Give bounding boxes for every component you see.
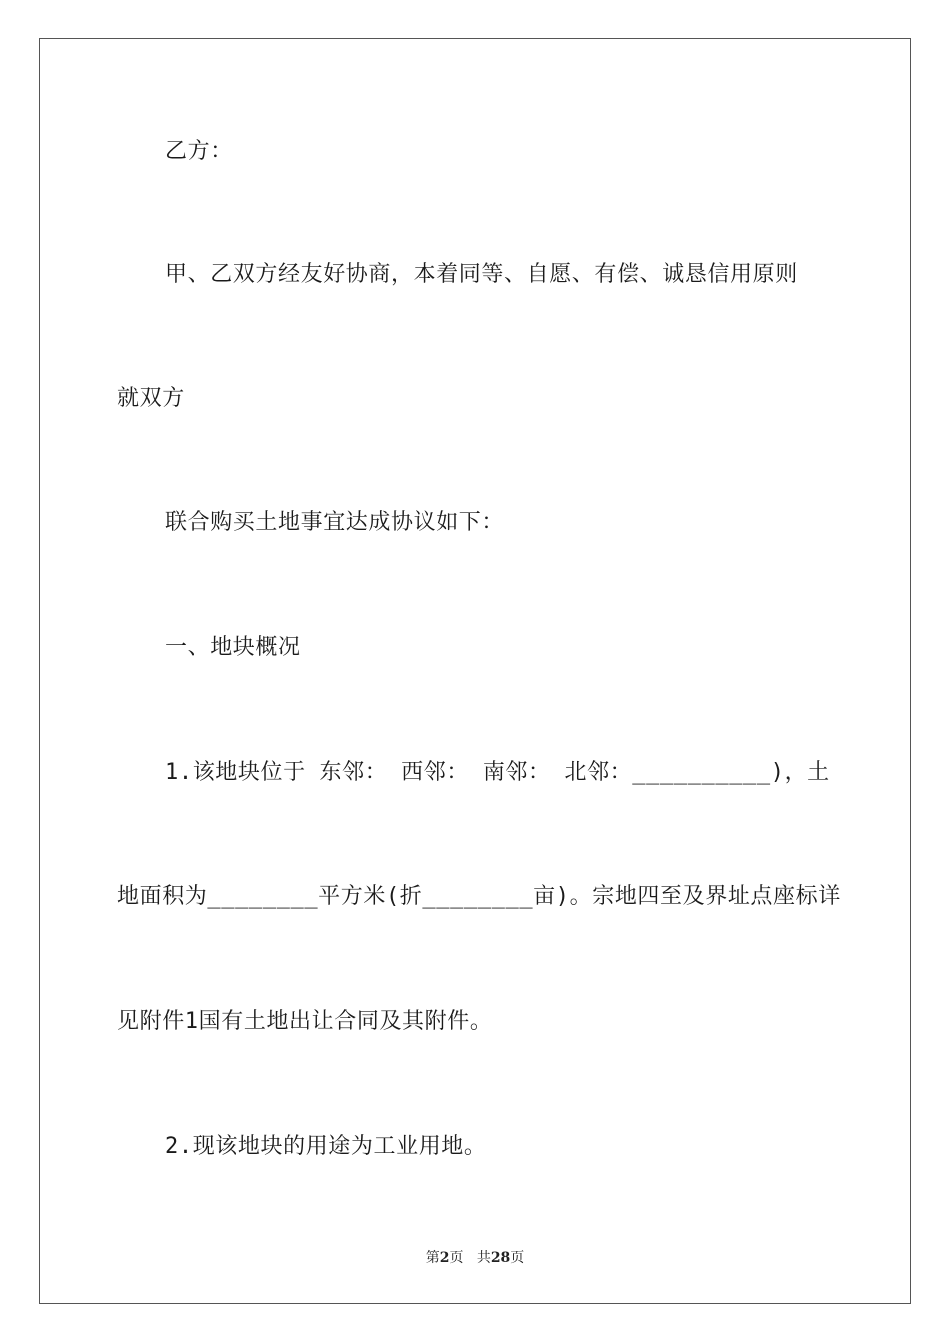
footer-page-prefix: 第 [425,1250,440,1266]
paragraph-intro-line-1: 甲、乙双方经友好协商，本着同等、自愿、有偿、诚恳信用原则 [165,262,798,287]
clause-1-line-3: 见附件1国有土地出让合同及其附件。 [117,1009,493,1034]
footer-page-current: 2 [439,1250,450,1266]
party-b-line: 乙方： [165,139,233,164]
paragraph-intro-line-2: 就双方 [117,386,185,411]
footer-total-pages: 28 [490,1250,511,1266]
page-border [39,38,911,1304]
clause-1-line-1: 1.该地块位于 东邻： 西邻： 南邻： 北邻：__________)，土 [165,760,830,785]
footer-total-prefix: 共 [476,1250,491,1266]
clause-2-line: 2.现该地块的用途为工业用地。 [165,1134,487,1159]
clause-1-line-2: 地面积为________平方米(折________亩)。宗地四至及界址点座标详 [117,884,841,909]
page-footer [0,1247,950,1267]
paragraph-agreement-line: 联合购买土地事宜达成协议如下： [165,510,505,535]
footer-page-suffix: 页 [449,1250,464,1266]
section-heading: 一、地块概况 [165,635,301,660]
footer-total-suffix: 页 [510,1250,525,1266]
